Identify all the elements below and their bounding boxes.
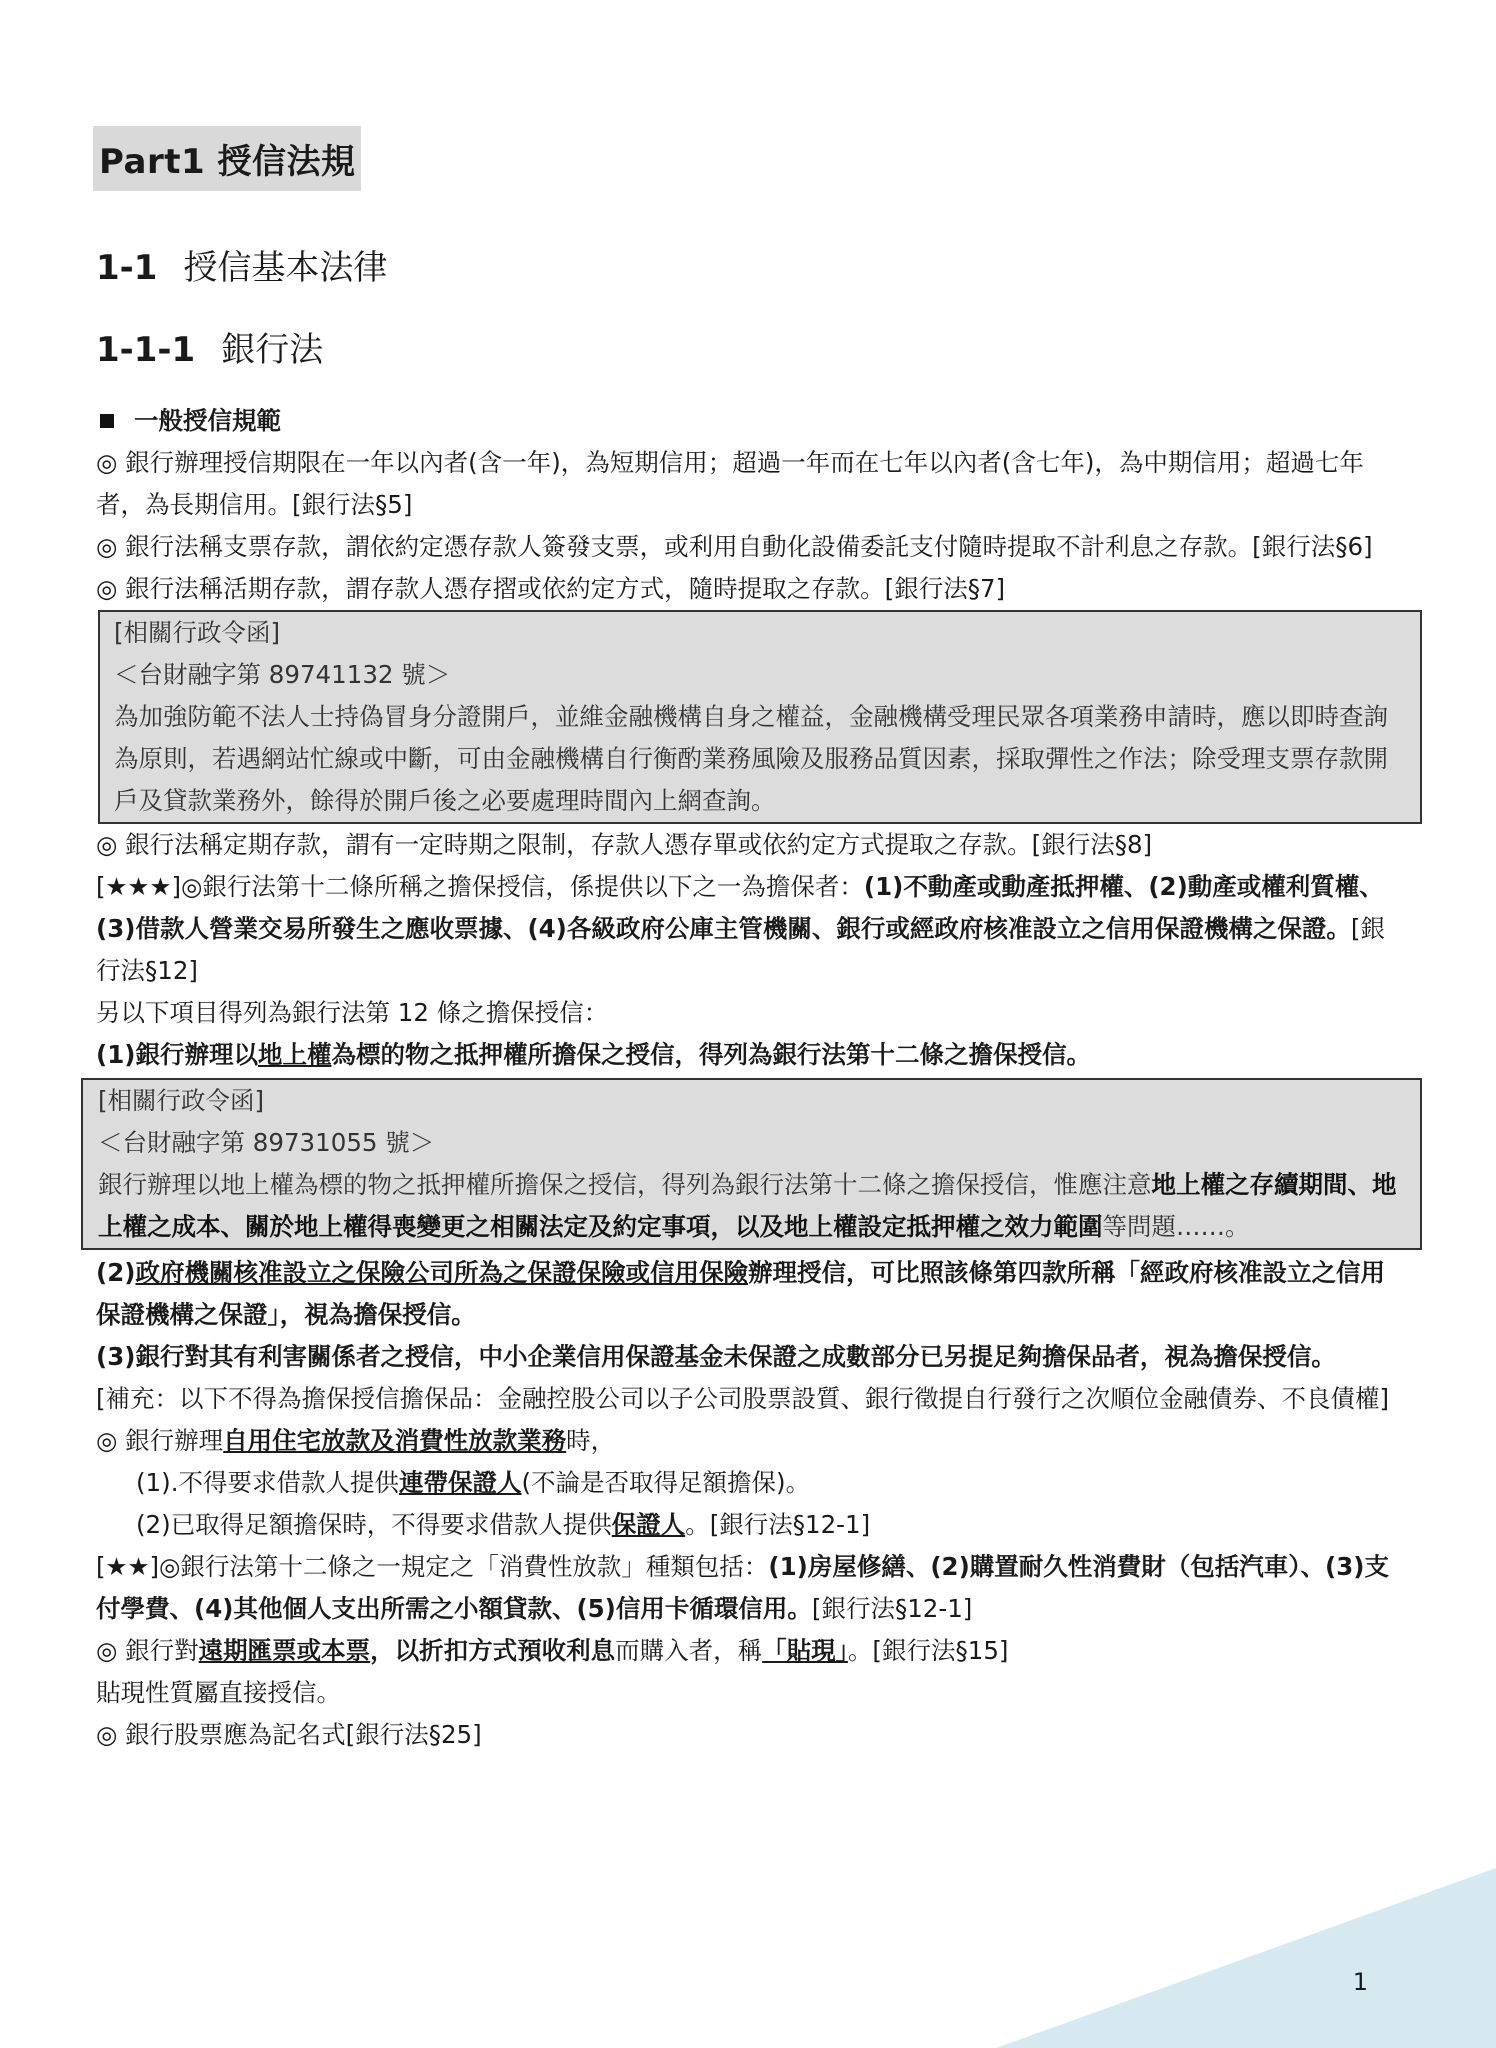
paragraph: (1).不得要求借款人提供連帶保證人(不論是否取得足額擔保)。 bbox=[136, 1468, 811, 1497]
paragraph: (3)銀行對其有利害關係者之授信，中小企業信用保證基金未保證之成數部分已另提足夠擔保品者，視為擔保授信。 bbox=[96, 1342, 1336, 1371]
paragraph: ◎ 銀行法稱支票存款，謂依約定憑存款人簽發支票，或利用自動化設備委託支付隨時提取不計利息之存款。[銀行法§6] bbox=[96, 532, 1373, 561]
paragraph: 貼現性質屬直接授信。 bbox=[96, 1678, 341, 1707]
paragraph: ◎ 銀行股票應為記名式[銀行法§25] bbox=[96, 1720, 482, 1749]
decorative-corner bbox=[996, 1868, 1496, 2048]
section-heading bbox=[96, 322, 323, 371]
regulation-box bbox=[81, 1078, 1422, 1250]
regulation-box bbox=[98, 610, 1422, 824]
box-text: 為加強防範不法人士持偽冒身分證開戶，並維金融機構自身之權益，金融機構受理民眾各項業務申請時，應以即時查詢為原則，若遇網站忙線或中斷，可由金融機構自行衡酌業務風險及服務品質因素，採取彈性之作法；除受理支票存款開戶及貸款業務外，餘得於開戶後之必要處理時間內上網查詢。 bbox=[114, 702, 1388, 815]
box-reference: ＜台財融字第 89731055 號＞ bbox=[98, 1128, 435, 1157]
paragraph: ◎ 銀行對遠期匯票或本票，以折扣方式預收利息而購入者，稱「貼現」。[銀行法§15] bbox=[96, 1636, 1009, 1665]
box-label: [相關行政令函] bbox=[114, 618, 281, 647]
paragraph: ◎ 銀行辦理授信期限在一年以內者(含一年)，為短期信用；超過一年而在七年以內者(含七年)，為中期信用；超過七年者，為長期信用。[銀行法§5] bbox=[96, 448, 1364, 519]
chapter-heading bbox=[96, 240, 387, 289]
paragraph: ◎ 銀行法稱活期存款，謂存款人憑存摺或依約定方式，隨時提取之存款。[銀行法§7] bbox=[96, 574, 1006, 603]
body-content bbox=[96, 400, 1406, 1756]
chapter-number: 1-1 bbox=[96, 248, 158, 288]
paragraph: (2)已取得足額擔保時，不得要求借款人提供保證人。[銀行法§12-1] bbox=[136, 1510, 871, 1539]
paragraph: (2)政府機關核准設立之保險公司所為之保證保險或信用保險辦理授信，可比照該條第四款所稱「經政府核准設立之信用保證機構之保證」，視為擔保授信。 bbox=[96, 1258, 1385, 1329]
section-number: 1-1-1 bbox=[96, 330, 196, 370]
box-reference: ＜台財融字第 89741132 號＞ bbox=[114, 660, 451, 689]
part-title: Part1 授信法規 bbox=[93, 126, 361, 191]
subsection-heading: 一般授信規範 bbox=[96, 400, 1406, 442]
box-label: [相關行政令函] bbox=[98, 1086, 265, 1115]
paragraph: ◎ 銀行辦理自用住宅放款及消費性放款業務時， bbox=[96, 1426, 616, 1455]
chapter-title: 授信基本法律 bbox=[183, 248, 388, 288]
square-bullet-icon bbox=[100, 414, 114, 428]
paragraph: 另以下項目得列為銀行法第 12 條之擔保授信： bbox=[96, 998, 609, 1027]
section-title: 銀行法 bbox=[221, 330, 324, 370]
paragraph: [★★★]◎銀行法第十二條所稱之擔保授信，係提供以下之一為擔保者：(1)不動產或動產抵押權、(2)動產或權利質權、(3)借款人營業交易所發生之應收票據、(4)各級政府公庫主管機關、銀行或經政府核准設立之信用保證機構之保證。[銀行法§12] bbox=[96, 872, 1385, 985]
paragraph: (1)銀行辦理以地上權為標的物之抵押權所擔保之授信，得列為銀行法第十二條之擔保授信。 bbox=[96, 1040, 1091, 1069]
box-text: 銀行辦理以地上權為標的物之抵押權所擔保之授信，得列為銀行法第十二條之擔保授信，惟應注意地上權之存續期間、地上權之成本、關於地上權得喪變更之相關法定及約定事項，以及地上權設定抵押權之效力範圍等問題……。 bbox=[98, 1170, 1397, 1241]
paragraph: [補充：以下不得為擔保授信擔保品：金融控股公司以子公司股票設質、銀行徵提自行發行之次順位金融債券、不良債權] bbox=[96, 1384, 1390, 1413]
paragraph: ◎ 銀行法稱定期存款，謂有一定時期之限制，存款人憑存單或依約定方式提取之存款。[銀行法§8] bbox=[96, 830, 1153, 859]
page-number: 1 bbox=[1352, 1968, 1368, 1996]
paragraph: [★★]◎銀行法第十二條之一規定之「消費性放款」種類包括：(1)房屋修繕、(2)購置耐久性消費財（包括汽車）、(3)支付學費、(4)其他個人支出所需之小額貸款、(5)信用卡循環信用。[銀行法§12-1] bbox=[96, 1552, 1389, 1623]
